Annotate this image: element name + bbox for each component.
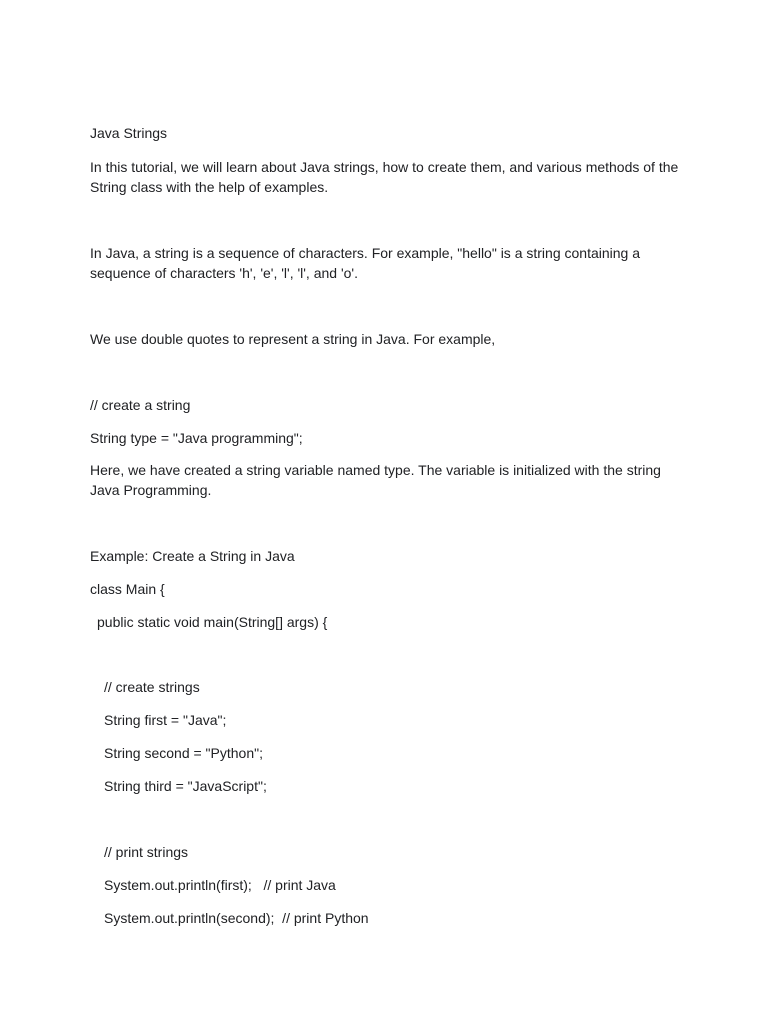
definition-paragraph — [90, 243, 690, 283]
code-comment-print: // print strings — [104, 844, 189, 860]
explanation-paragraph — [90, 460, 690, 500]
code-class-declaration: class Main { — [90, 581, 165, 597]
intro-paragraph — [90, 157, 690, 197]
explanation-line-1: Here, we have created a string variable named type. The variable is initialized with the string — [90, 462, 661, 478]
code-third-string: String third = "JavaScript"; — [104, 778, 267, 794]
code-first-string: String first = "Java"; — [104, 712, 227, 728]
intro-line-2: String class with the help of examples. — [90, 179, 329, 195]
explanation-line-2: Java Programming. — [90, 482, 212, 498]
example-heading: Example: Create a String in Java — [90, 548, 295, 564]
code-main-declaration: public static void main(String[] args) { — [97, 614, 328, 630]
code-print-first: System.out.println(first); // print Java — [104, 877, 336, 893]
document-title: Java Strings — [90, 125, 168, 141]
snippet-code: String type = "Java programming"; — [90, 430, 303, 446]
definition-line-2: sequence of characters 'h', 'e', 'l', 'l', and 'o'. — [90, 265, 358, 281]
quotes-note: We use double quotes to represent a string in Java. For example, — [90, 331, 496, 347]
code-second-string: String second = "Python"; — [104, 745, 263, 761]
code-comment-create: // create strings — [104, 679, 200, 695]
snippet-comment: // create a string — [90, 397, 191, 413]
intro-line-1: In this tutorial, we will learn about Java strings, how to create them, and various methods of the — [90, 159, 679, 175]
code-print-second: System.out.println(second); // print Python — [104, 910, 369, 926]
definition-line-1: In Java, a string is a sequence of characters. For example, "hello" is a string containing a — [90, 245, 640, 261]
